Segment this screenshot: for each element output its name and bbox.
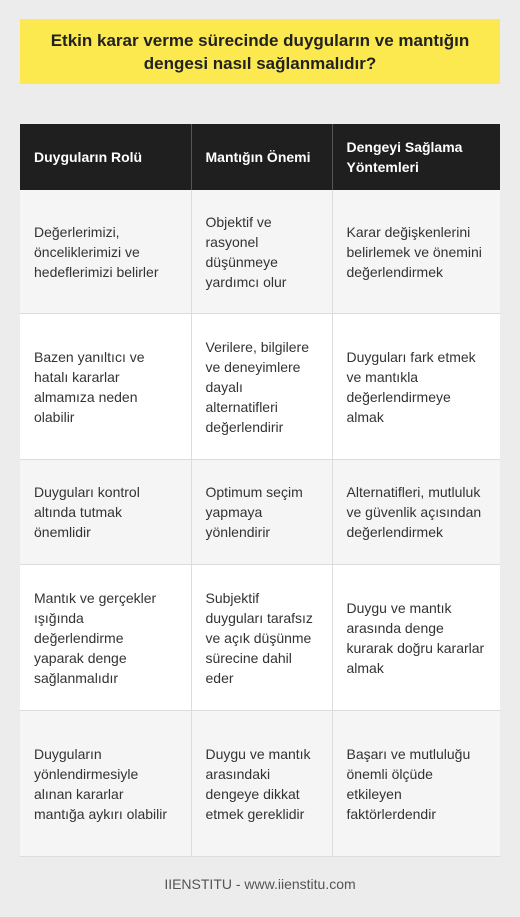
table-row (20, 190, 500, 314)
page-title: Etkin karar verme sürecinde duyguların ve mantığın dengesi nasıl sağlanmalıdır? (20, 19, 500, 84)
table-cell: Bazen yanıltıcı ve hatalı kararlar almamıza neden olabilir (20, 314, 191, 460)
table-header-row (20, 124, 500, 190)
table-row (20, 711, 500, 857)
footer-credit: IIENSTITU - www.iienstitu.com (164, 876, 356, 892)
table-cell: Mantık ve gerçekler ışığında değerlendirme yaparak denge sağlanmalıdır (20, 565, 191, 711)
table-cell: Alternatifleri, mutluluk ve güvenlik açısından değerlendirmek (332, 460, 500, 565)
table-cell: Optimum seçim yapmaya yönlendirir (191, 460, 332, 565)
column-header-logic: Mantığın Önemi (191, 124, 332, 190)
column-header-emotions: Duyguların Rolü (20, 124, 191, 190)
table-cell: Objektif ve rasyonel düşünmeye yardımcı olur (191, 190, 332, 314)
table-cell: Duyguları kontrol altında tutmak önemlidir (20, 460, 191, 565)
table-cell: Subjektif duyguları tarafsız ve açık düşünme sürecine dahil eder (191, 565, 332, 711)
table-cell: Başarı ve mutluluğu önemli ölçüde etkileyen faktörlerdendir (332, 711, 500, 857)
table-cell: Değerlerimizi, önceliklerimizi ve hedeflerimizi belirler (20, 190, 191, 314)
table-row (20, 314, 500, 460)
table-row (20, 565, 500, 711)
comparison-table (20, 124, 500, 857)
table-cell: Verilere, bilgilere ve deneyimlere dayalı alternatifleri değerlendirir (191, 314, 332, 460)
table-cell: Duyguların yönlendirmesiyle alınan kararlar mantığa aykırı olabilir (20, 711, 191, 857)
table-cell: Karar değişkenlerini belirlemek ve önemini değerlendirmek (332, 190, 500, 314)
table-row (20, 460, 500, 565)
table-cell: Duygu ve mantık arasındaki dengeye dikkat etmek gereklidir (191, 711, 332, 857)
table-cell: Duyguları fark etmek ve mantıkla değerlendirmeye almak (332, 314, 500, 460)
table-cell: Duygu ve mantık arasında denge kurarak doğru kararlar almak (332, 565, 500, 711)
column-header-methods: Dengeyi Sağlama Yöntemleri (332, 124, 500, 190)
